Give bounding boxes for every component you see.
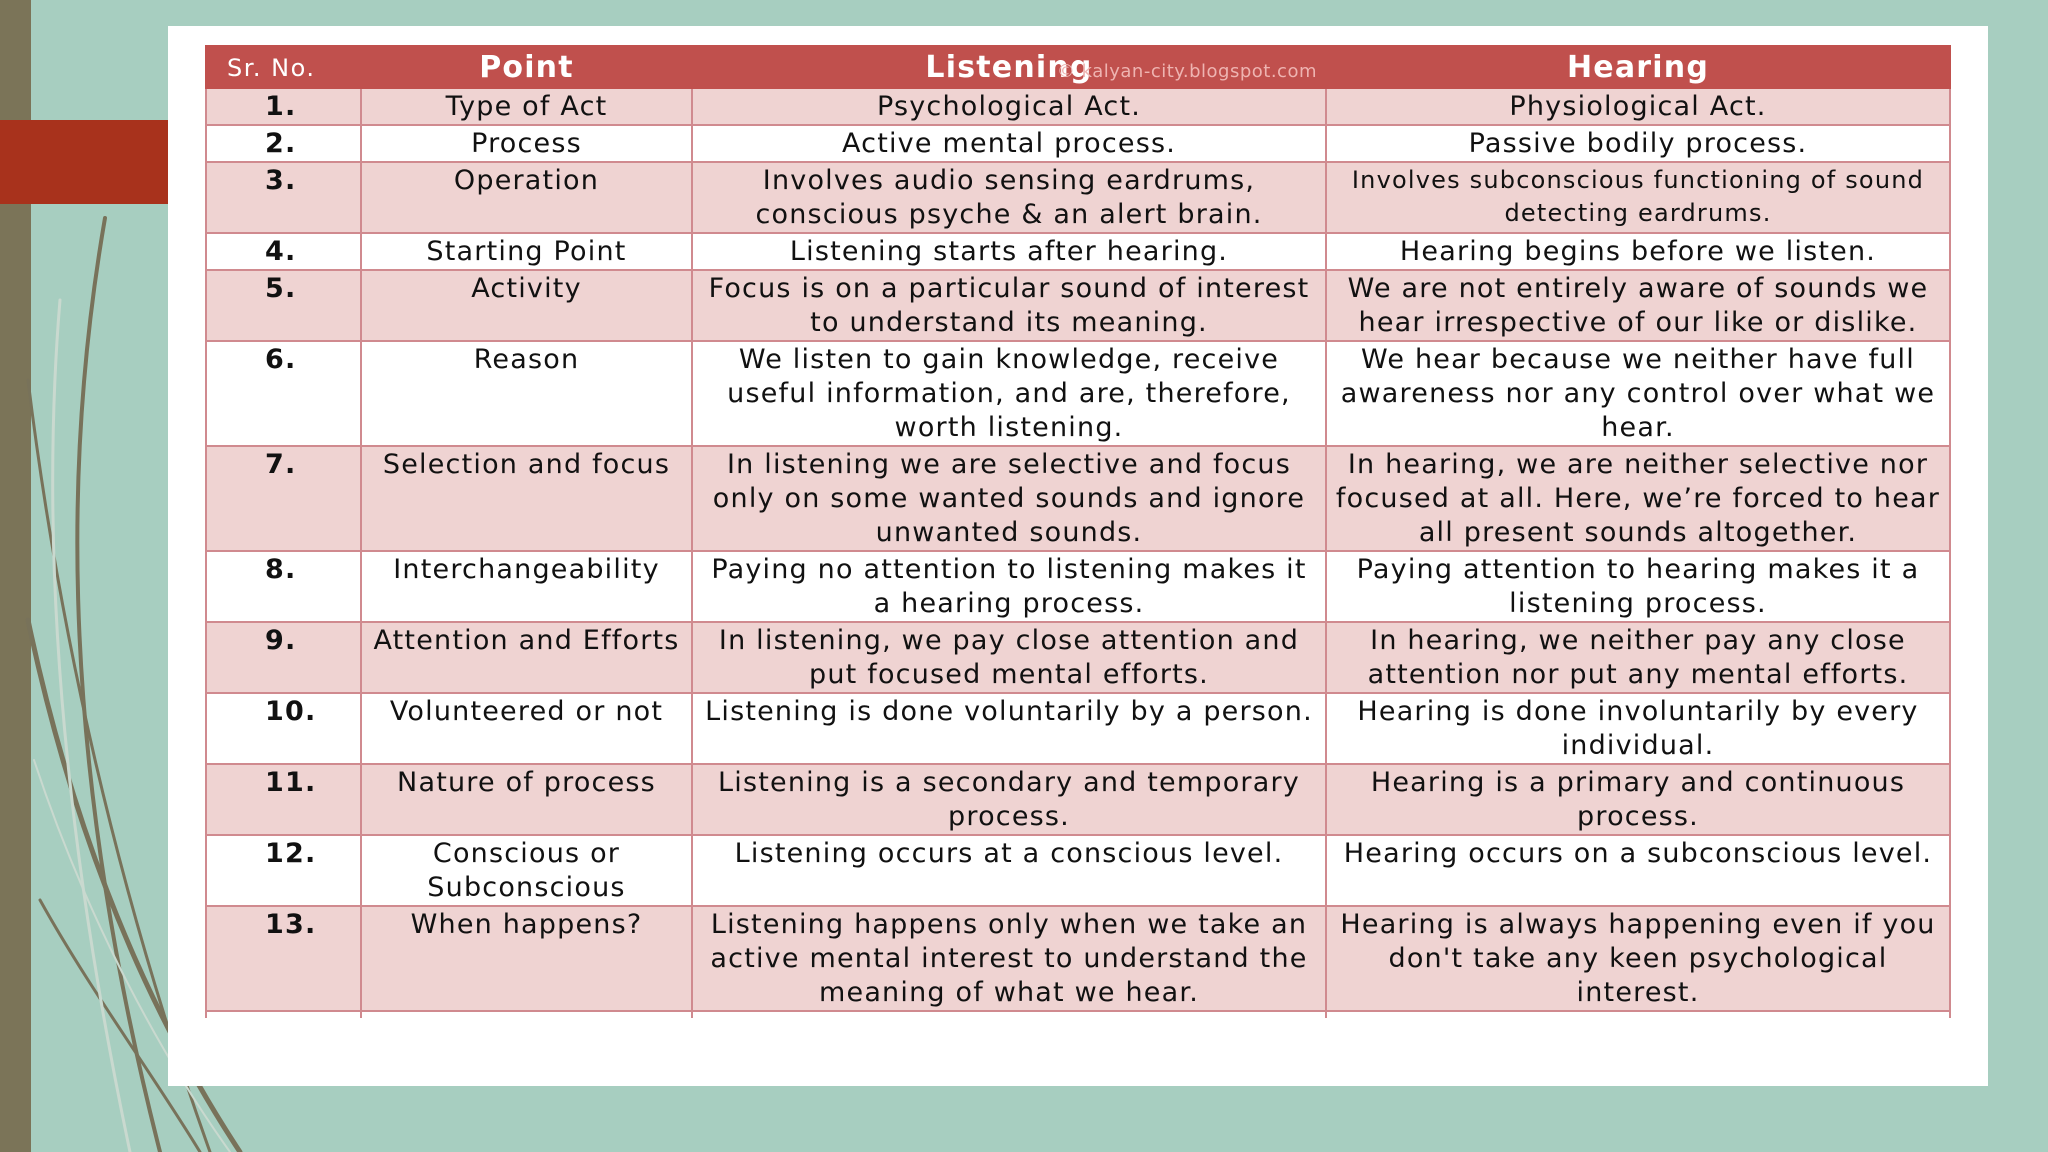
sr-cell: 5. [206,270,361,341]
table-row [206,341,1950,446]
sr-cell: 11. [206,764,361,835]
header-listening-label: Listening [925,50,1093,85]
hearing-cell: Hearing is always happening even if you don't take any keen psychological interest. [1326,906,1950,1011]
sr-cell: 13. [206,906,361,1011]
header-point: Point [361,46,692,88]
listening-cell: Active mental process. [692,125,1326,162]
slide-canvas [168,26,1988,1086]
sr-cell: 3. [206,162,361,233]
listening-cell: Listening occurs at a conscious level. [692,835,1326,906]
point-cell: Type of Act [361,88,692,125]
hearing-cell: In hearing, we are neither selective nor focused at all. Here, we’re forced to hear all present sounds altogether. [1326,446,1950,551]
point-cell: Conscious or Subconscious [361,835,692,906]
listening-cell: Involves audio sensing eardrums, conscious psyche & an alert brain. [692,162,1326,233]
hearing-cell: Hearing occurs on a subconscious level. [1326,835,1950,906]
hearing-cell: Paying attention to hearing makes it a listening process. [1326,551,1950,622]
table-row-tail [206,1011,1950,1018]
table-row [206,835,1950,906]
hearing-cell: Hearing begins before we listen. [1326,233,1950,270]
hearing-cell: Involves subconscious functioning of sound detecting eardrums. [1326,162,1950,233]
sr-cell: 6. [206,341,361,446]
point-cell: Nature of process [361,764,692,835]
table-header-row [206,46,1950,88]
hearing-cell: We hear because we neither have full awareness nor any control over what we hear. [1326,341,1950,446]
sr-cell: 9. [206,622,361,693]
sr-cell: 12. [206,835,361,906]
hearing-cell: Hearing is a primary and continuous process. [1326,764,1950,835]
hearing-cell: In hearing, we neither pay any close attention nor put any mental efforts. [1326,622,1950,693]
sr-cell: 8. [206,551,361,622]
sr-cell: 2. [206,125,361,162]
tail-cell [361,1011,692,1018]
table-row [206,906,1950,1011]
tail-cell [1326,1011,1950,1018]
point-cell: Selection and focus [361,446,692,551]
tail-cell [206,1011,361,1018]
point-cell: Operation [361,162,692,233]
table-row [206,764,1950,835]
table-row [206,270,1950,341]
listening-cell: Psychological Act. [692,88,1326,125]
table-row [206,162,1950,233]
tail-cell [692,1011,1326,1018]
listening-cell: Listening happens only when we take an active mental interest to understand the meaning of what we hear. [692,906,1326,1011]
header-sr-no: Sr. No. [206,46,361,88]
point-cell: Interchangeability [361,551,692,622]
point-cell: When happens? [361,906,692,1011]
table-row [206,233,1950,270]
point-cell: Starting Point [361,233,692,270]
header-hearing: Hearing [1326,46,1950,88]
point-cell: Process [361,125,692,162]
table-row [206,446,1950,551]
sr-cell: 1. [206,88,361,125]
hearing-cell: Physiological Act. [1326,88,1950,125]
hearing-cell: We are not entirely aware of sounds we hear irrespective of our like or dislike. [1326,270,1950,341]
listening-cell: Listening is done voluntarily by a person. [692,693,1326,764]
hearing-cell: Hearing is done involuntarily by every individual. [1326,693,1950,764]
point-cell: Attention and Efforts [361,622,692,693]
listening-cell: In listening, we pay close attention and put focused mental efforts. [692,622,1326,693]
point-cell: Volunteered or not [361,693,692,764]
header-listening [692,46,1326,88]
table-row [206,88,1950,125]
listening-cell: Listening starts after hearing. [692,233,1326,270]
watermark-text: © kalyan-city.blogspot.com [1056,61,1317,82]
comparison-table [205,45,1951,1018]
listening-cell: Focus is on a particular sound of interest to understand its meaning. [692,270,1326,341]
listening-cell: In listening we are selective and focus only on some wanted sounds and ignore unwanted sounds. [692,446,1326,551]
table-row [206,622,1950,693]
sr-cell: 7. [206,446,361,551]
table-row [206,551,1950,622]
table-row [206,693,1950,764]
listening-cell: Paying no attention to listening makes it a hearing process. [692,551,1326,622]
point-cell: Activity [361,270,692,341]
point-cell: Reason [361,341,692,446]
table-row [206,125,1950,162]
listening-cell: We listen to gain knowledge, receive useful information, and are, therefore, worth listening. [692,341,1326,446]
listening-cell: Listening is a secondary and temporary process. [692,764,1326,835]
sr-cell: 4. [206,233,361,270]
sr-cell: 10. [206,693,361,764]
hearing-cell: Passive bodily process. [1326,125,1950,162]
